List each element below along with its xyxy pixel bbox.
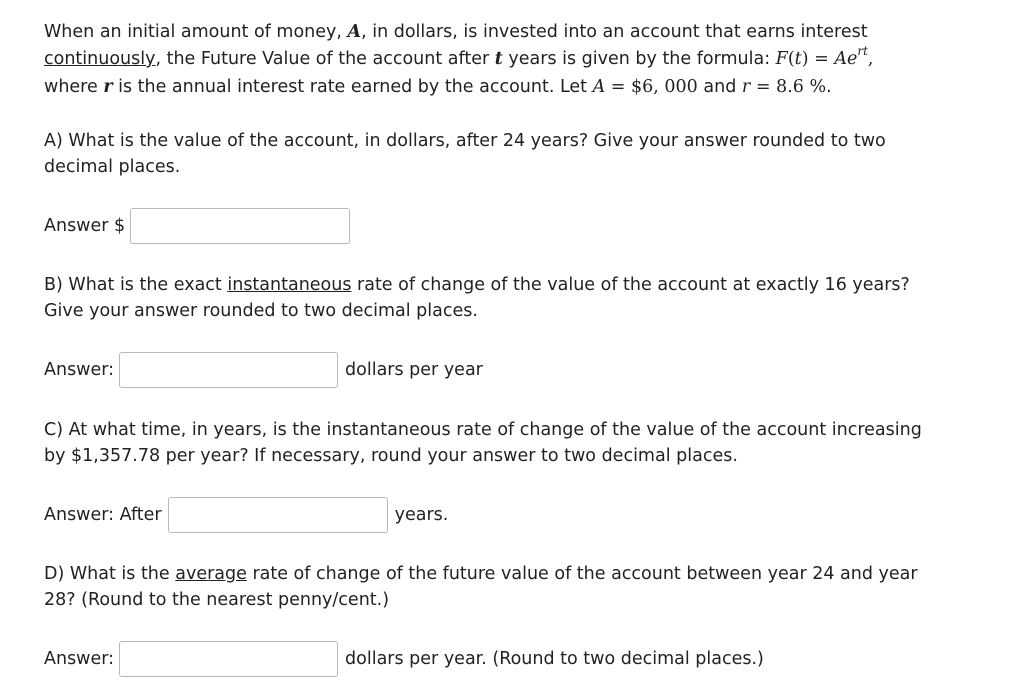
question-b-line-1: [44, 272, 910, 298]
question-a-line-2: decimal places.: [44, 157, 181, 177]
question-d-text: rate of change of the future value of the account between year 24 and year: [246, 564, 918, 584]
answer-d-row: [44, 641, 764, 677]
answer-c-input[interactable]: [168, 497, 388, 533]
intro-text: is the annual interest rate earned by the account. Let: [112, 77, 593, 97]
math-let-r-value: = 8.6 %: [750, 77, 827, 97]
underlined-term-average: average: [175, 564, 247, 584]
question-d-text: D) What is the: [44, 564, 176, 584]
underlined-term-continuously: continuously: [44, 49, 156, 69]
intro-line-1: [44, 19, 868, 45]
question-d-line-2: 28? (Round to the nearest penny/cent.): [44, 590, 390, 610]
question-b-text: rate of change of the value of the account at exactly 16 years?: [351, 275, 910, 295]
intro-text: and: [697, 77, 742, 97]
intro-text: where: [44, 77, 104, 97]
answer-a-row: [44, 208, 350, 244]
intro-line-3: [44, 74, 832, 100]
intro-text: .: [826, 77, 832, 97]
question-b-text: B) What is the exact: [44, 275, 228, 295]
formula-paren: (: [787, 49, 795, 69]
formula-A: A: [834, 49, 847, 69]
formula-t: t: [794, 49, 802, 69]
answer-c-row: [44, 497, 448, 533]
answer-a-input[interactable]: [130, 208, 350, 244]
answer-b-input[interactable]: [119, 352, 338, 388]
math-var-A: A: [347, 22, 362, 42]
answer-d-input[interactable]: [119, 641, 338, 677]
formula-paren: ): [801, 49, 809, 69]
intro-text: , in dollars, is invested into an account that earns interest: [361, 22, 868, 42]
formula: [775, 44, 874, 69]
answer-a-label: Answer $: [44, 216, 126, 236]
answer-d-unit: dollars per year. (Round to two decimal places.): [345, 649, 764, 669]
math-var-t: t: [494, 49, 503, 69]
question-b-line-2: Give your answer rounded to two decimal places.: [44, 301, 478, 321]
intro-text: years is given by the formula:: [502, 49, 776, 69]
formula-equals: =: [808, 49, 835, 69]
formula-F: F: [775, 49, 788, 69]
question-d-line-1: [44, 561, 918, 587]
formula-comma: ,: [867, 49, 874, 69]
answer-b-label: Answer:: [44, 360, 115, 380]
question-c-line-2: by $1,357.78 per year? If necessary, round your answer to two decimal places.: [44, 446, 738, 466]
question-c-line-1: C) At what time, in years, is the instantaneous rate of change of the value of the account increasing: [44, 420, 922, 440]
intro-text: , the Future Value of the account after: [155, 49, 495, 69]
underlined-term-instantaneous: instantaneous: [227, 275, 352, 295]
intro-line-2: [44, 46, 873, 72]
math-let-A: A: [592, 77, 606, 97]
answer-b-row: [44, 352, 483, 388]
answer-d-label: Answer:: [44, 649, 115, 669]
math-var-r: r: [103, 77, 113, 97]
answer-c-label: Answer: After: [44, 505, 162, 525]
math-let-A-value: = $6, 000: [605, 77, 698, 97]
math-let-r: r: [741, 77, 751, 97]
answer-c-unit: years.: [394, 505, 449, 525]
formula-e: e: [846, 49, 858, 69]
intro-text: When an initial amount of money,: [44, 22, 348, 42]
answer-b-unit: dollars per year: [345, 360, 483, 380]
formula-exponent-rt: rt: [857, 44, 868, 58]
question-a-line-1: A) What is the value of the account, in dollars, after 24 years? Give your answer rounded to two: [44, 131, 886, 151]
